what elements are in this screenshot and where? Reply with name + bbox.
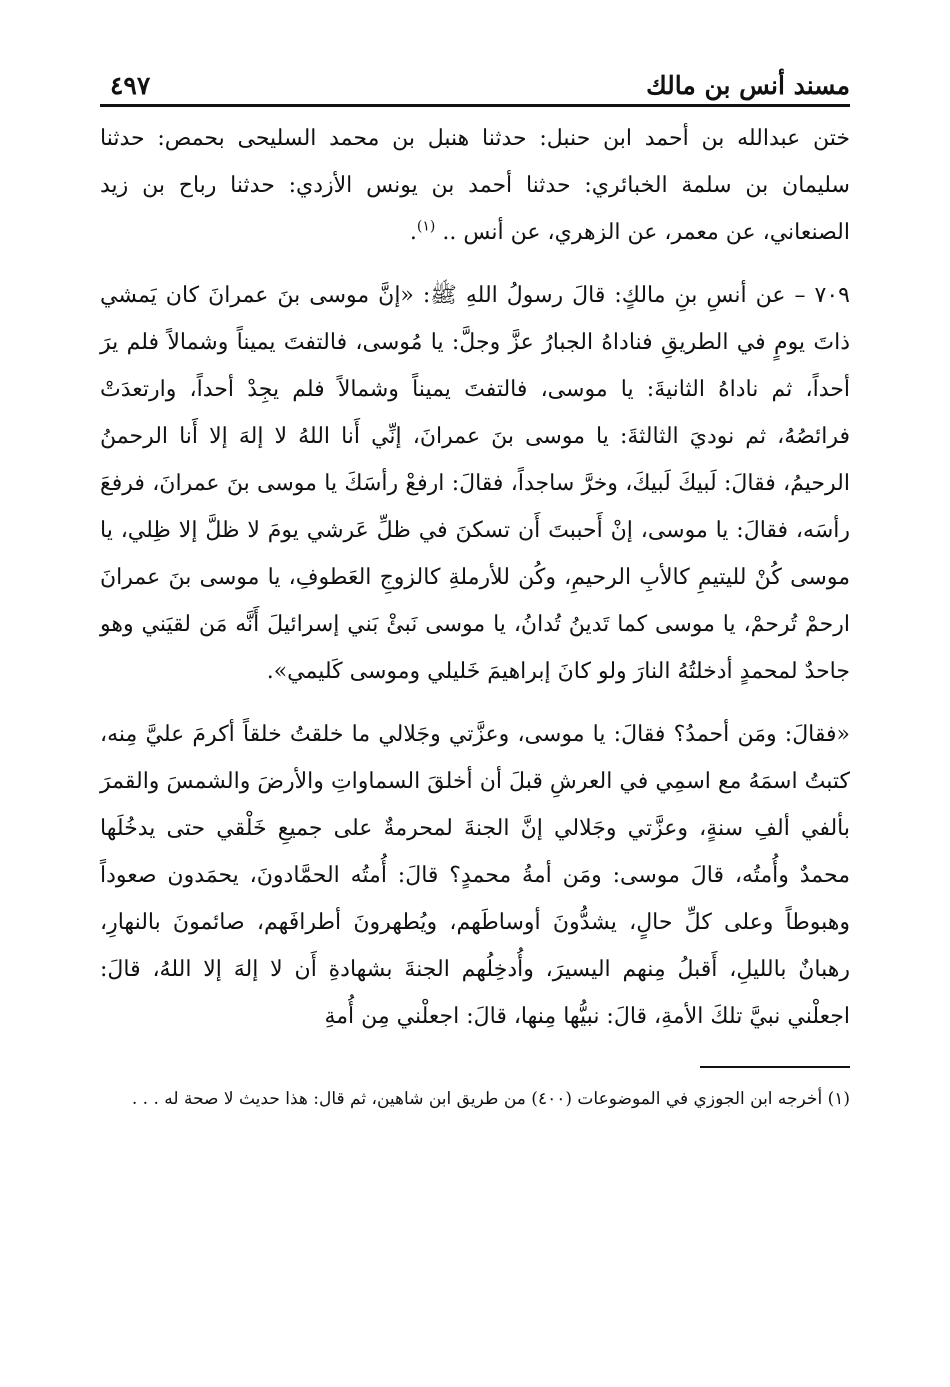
intro-text: ختن عبدالله بن أحمد ابن حنبل: حدثنا هنبل بن محمد السليحى بحمص: حدثنا سليمان بن سلمة الخبائري: حدثنا أحمد بن يونس الأزدي: حدثنا رباح بن زيد الصنعاني، عن معمر، عن الزهري، عن أنس .. (100, 126, 850, 245)
hadith-paragraph: ٧٠٩ – عن أنسِ بنِ مالكٍ: قالَ رسولُ اللهِ ﷺ: «إنَّ موسى بنَ عمرانَ كان يَمشي ذاتَ يومٍ في الطريقِ فناداهُ الجبارُ عزَّ وجلَّ: يا مُوسى، فالتفتَ يميناً وشمالاً فلم يرَ أحداً، ثم ناداهُ الثانيةَ: يا موسى، فالتفتَ يميناً وشمالاً فلم يجِدْ أحداً، وارتعدَتْ فرائصُهُ، ثم نوديَ الثالثةَ: يا موسى بنَ عمرانَ، إنِّي أَنا اللهُ لا إلهَ إلا أَنا الرحمنُ الرحيمُ، فقالَ: لَبيكَ لَبيكَ، وخرَّ ساجداً، فقالَ: ارفعْ رأسَكَ يا موسى بنَ عمرانَ، فرفعَ رأسَه، فقالَ: يا موسى، إنْ أَحببتَ أَن تسكنَ في ظلِّ عَرشي يومَ لا ظلَّ إلا ظِلي، يا موسى كُنْ لليتيمِ كالأبِ الرحيمِ، وكُن للأرملةِ كالزوجِ العَطوفِ، يا موسى بنَ عمرانَ ارحمْ تُرحمْ، يا موسى كما تَدينُ تُدانُ، يا موسى نَبئْ بَني إسرائيلَ أَنَّه مَن لقيَني وهو جاحدٌ لمحمدٍ أدخلتُهُ النارَ ولو كانَ إبراهيمَ خَليلي وموسى كَليمي». (100, 283, 850, 684)
intro-paragraph (100, 115, 850, 256)
footnote-reference: (١) (416, 218, 436, 235)
page-number: ٤٩٧ (110, 71, 151, 100)
header-rule (100, 104, 850, 107)
page (100, 60, 850, 1135)
footnote-1: (١) أخرجه ابن الجوزي في الموضوعات (٤٠٠) من طريق ابن شاهين، ثم قال: هذا حديث لا صحة له . . . (131, 1089, 850, 1109)
page-header (100, 60, 850, 100)
continuation-paragraph: «فقالَ: ومَن أحمدُ؟ فقالَ: يا موسى، وعزَّتي وجَلالي ما خلقتُ خلقاً أكرمَ عليَّ مِنه، كتبتُ اسمَهُ مع اسمِي في العرشِ قبلَ أن أخلقَ السماواتِ والأرضَ والشمسَ والقمرَ بألفي ألفِ سنةٍ، وعزَّتي وجَلالي إنَّ الجنةَ لمحرمةٌ على جميعِ خَلْقي حتى يدخُلَها محمدٌ وأُمتُه، قالَ موسى: ومَن أمةُ محمدٍ؟ قالَ: أُمتُه الحمَّادونَ، يحمَدون صعوداً وهبوطاً وعلى كلِّ حالٍ، يشدُّونَ أوساطَهم، ويُطهرونَ أطرافَهم، صائمونَ بالنهارِ، رهبانٌ بالليلِ، أَقبلُ مِنهم اليسيرَ، وأُدخِلُهم الجنةَ بشهادةِ أَن لا إلهَ إلا اللهُ، قالَ: اجعلْني نبيَّ تلكَ الأمةِ، قالَ: نبيُّها مِنها، قالَ: اجعلْني مِن أُمةِ (100, 722, 850, 1029)
intro-end: . (409, 220, 417, 245)
footnote-rule (700, 1066, 850, 1068)
running-title: مسند أنس بن مالك (646, 71, 850, 100)
